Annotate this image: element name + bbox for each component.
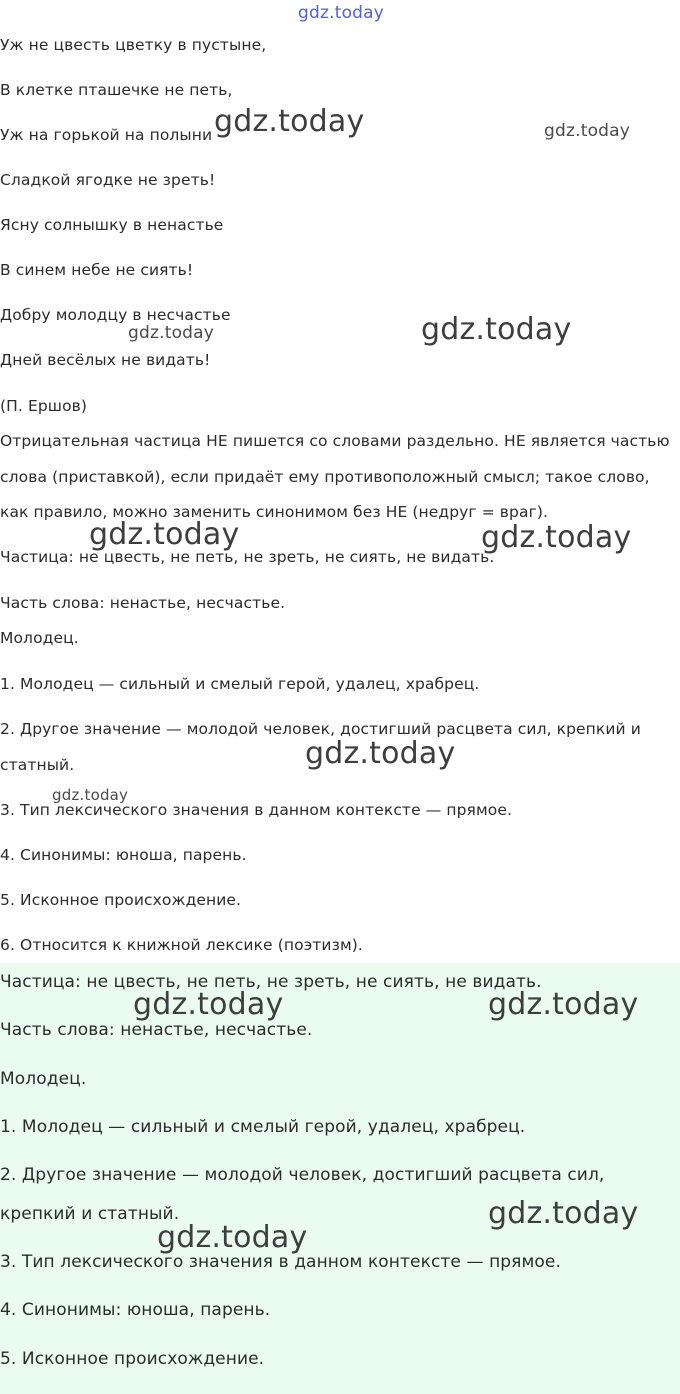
answer-item: 1. Молодец — сильный и смелый герой, удалец, храбрец.: [0, 1117, 526, 1137]
rule-line: слова (приставкой), если придаёт ему противоположный смысл; такое слово,: [0, 468, 650, 486]
watermark: gdz.today: [421, 312, 572, 347]
analysis-item: статный.: [0, 756, 75, 774]
poem-line: Дней весёлых не видать!: [0, 351, 211, 369]
watermark: gdz.today: [214, 104, 365, 139]
watermark: gdz.today: [133, 987, 284, 1022]
answer-particle: Частица: не цвесть, не петь, не зреть, не сиять, не видать.: [0, 972, 542, 992]
analysis-item: 4. Синонимы: юноша, парень.: [0, 846, 247, 864]
watermark: gdz.today: [488, 1196, 639, 1231]
poem-line: Уж не цвесть цветку в пустыне,: [0, 36, 267, 54]
watermark: gdz.today: [481, 520, 632, 555]
poem-line: В синем небе не сиять!: [0, 261, 194, 279]
watermark: gdz.today: [544, 121, 631, 141]
poem-author: (П. Ершов): [0, 397, 88, 415]
watermark-top: gdz.today: [298, 3, 385, 23]
answer-word-part: Часть слова: ненастье, несчастье.: [0, 1020, 313, 1040]
analysis-word-part: Часть слова: ненастье, несчастье.: [0, 594, 286, 612]
answer-item: 5. Исконное происхождение.: [0, 1349, 265, 1369]
answer-word: Молодец.: [0, 1069, 87, 1089]
watermark: gdz.today: [157, 1220, 308, 1255]
rule-line: Отрицательная частица НЕ пишется со словами раздельно. НЕ является частью: [0, 432, 670, 450]
rule-line: как правило, можно заменить синонимом без НЕ (недруг = враг).: [0, 503, 549, 521]
watermark: gdz.today: [52, 786, 129, 804]
poem-line: В клетке пташечке не петь,: [0, 81, 233, 99]
watermark: gdz.today: [488, 987, 639, 1022]
analysis-particle: Частица: не цвесть, не петь, не зреть, не сиять, не видать.: [0, 548, 495, 566]
analysis-item: 5. Исконное происхождение.: [0, 891, 242, 909]
poem-line: Добру молодцу в несчастье: [0, 306, 231, 324]
watermark: gdz.today: [89, 517, 240, 552]
analysis-item: 2. Другое значение — молодой человек, достигший расцвета сил, крепкий и: [0, 720, 641, 738]
poem-line: Ясну солнышку в ненастье: [0, 216, 224, 234]
analysis-item: 1. Молодец — сильный и смелый герой, удалец, храбрец.: [0, 675, 480, 693]
poem-line: Уж на горькой на полыни: [0, 126, 213, 144]
answer-item: 3. Тип лексического значения в данном контексте — прямое.: [0, 1252, 561, 1272]
watermark: gdz.today: [128, 323, 215, 343]
watermark: gdz.today: [305, 736, 456, 771]
answer-item: 4. Синонимы: юноша, парень.: [0, 1300, 271, 1320]
answer-item: крепкий и статный.: [0, 1204, 180, 1224]
analysis-item: 6. Относится к книжной лексике (поэтизм).: [0, 936, 363, 954]
poem-line: Сладкой ягодке не зреть!: [0, 171, 216, 189]
analysis-word: Молодец.: [0, 629, 79, 647]
answer-item: 2. Другое значение — молодой человек, достигший расцвета сил,: [0, 1165, 605, 1185]
analysis-item: 3. Тип лексического значения в данном контексте — прямое.: [0, 801, 512, 819]
